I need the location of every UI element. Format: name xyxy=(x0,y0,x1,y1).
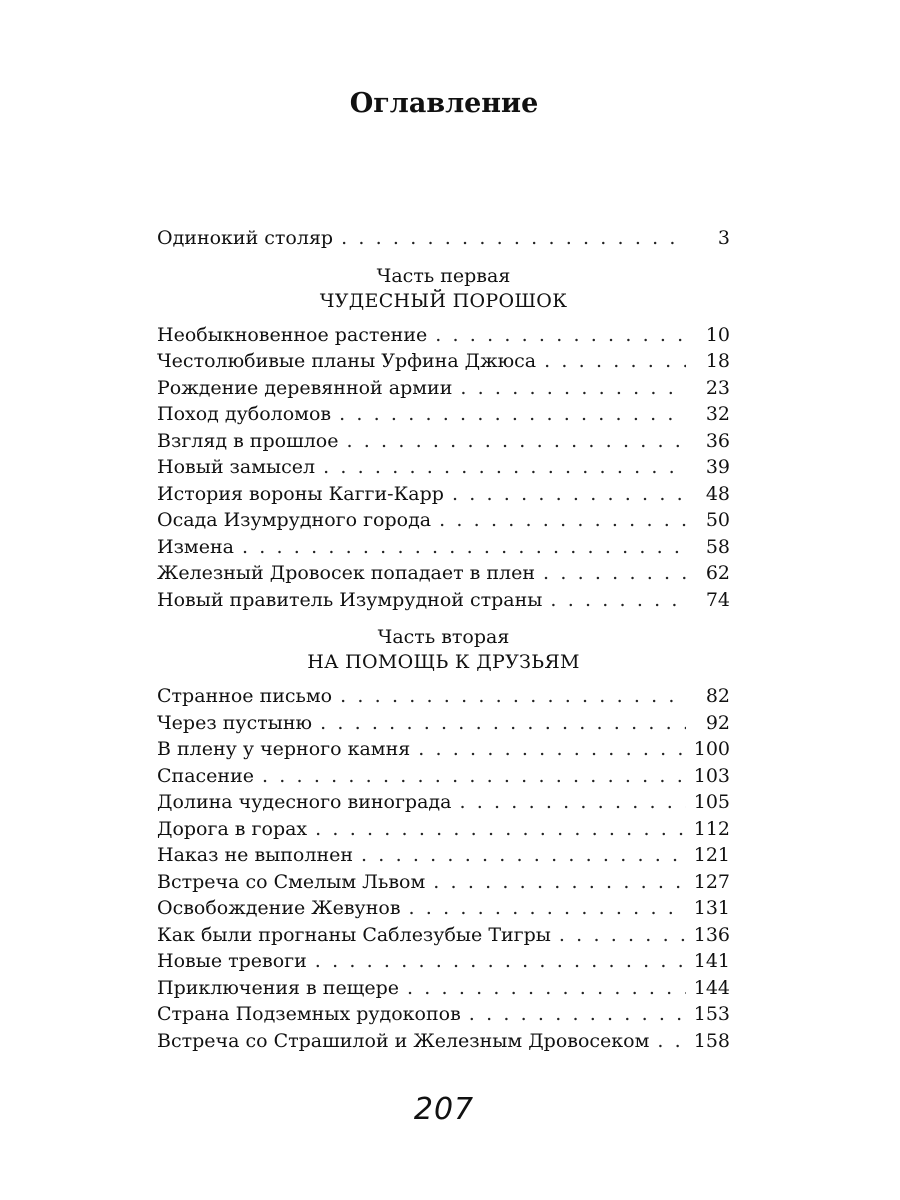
toc-entry-page: 23 xyxy=(705,376,730,399)
dot-leader xyxy=(550,587,686,614)
dot-leader xyxy=(460,375,686,402)
toc-entry xyxy=(157,560,730,587)
toc-entry-title: Взгляд в прошлое xyxy=(157,429,339,452)
toc-entry xyxy=(157,763,730,790)
dot-leader xyxy=(657,1028,686,1055)
toc-entry-title: Как были прогнаны Саблезубые Тигры xyxy=(157,923,551,946)
dot-leader xyxy=(433,869,686,896)
toc-entry xyxy=(157,428,730,455)
toc-entry xyxy=(157,401,730,428)
dot-leader xyxy=(452,481,686,508)
toc-entry-page: 18 xyxy=(705,350,730,372)
toc-entry-page: 121 xyxy=(693,844,730,866)
page-number: 207 xyxy=(413,1092,475,1127)
toc-entry xyxy=(157,869,730,896)
dot-leader xyxy=(323,454,686,481)
toc-entry-title: Долина чудесного винограда xyxy=(157,791,452,813)
dot-leader xyxy=(543,560,686,587)
table-of-contents xyxy=(157,225,730,1054)
toc-entry-page: 158 xyxy=(693,1029,730,1052)
toc-entry xyxy=(157,816,730,843)
toc-entry xyxy=(157,789,730,816)
toc-entry-page: 141 xyxy=(693,950,730,972)
toc-entry xyxy=(157,454,730,481)
dot-leader xyxy=(439,507,686,534)
toc-entry xyxy=(157,534,730,561)
toc-entry xyxy=(157,1001,730,1028)
toc-entry-title: Освобождение Жевунов xyxy=(157,897,401,919)
toc-entry-page: 127 xyxy=(693,870,730,893)
toc-entry-page: 82 xyxy=(705,685,730,707)
dot-leader xyxy=(469,1001,686,1028)
toc-entry xyxy=(157,322,730,349)
toc-entry-title: Новые тревоги xyxy=(157,950,307,972)
toc-entry xyxy=(157,1028,730,1055)
toc-entry-title: Через пустыню xyxy=(157,711,313,734)
toc-entry-page: 153 xyxy=(693,1003,730,1025)
toc-entry xyxy=(157,481,730,508)
toc-entry-page: 92 xyxy=(705,711,730,734)
dot-leader xyxy=(559,922,686,949)
toc-entry-page: 58 xyxy=(705,535,730,558)
toc-entry-title: Странное письмо xyxy=(157,685,333,707)
dot-leader xyxy=(315,816,686,843)
toc-entry xyxy=(157,507,730,534)
dot-leader xyxy=(407,975,686,1002)
toc-entry-page: 32 xyxy=(705,403,730,425)
toc-entry-page: 3 xyxy=(717,227,730,249)
toc-entry xyxy=(157,348,730,375)
toc-entry-title: Наказ не выполнен xyxy=(157,844,354,866)
toc-entry-title: Новый замысел xyxy=(157,456,316,478)
toc-entry-title: Осада Изумрудного города xyxy=(157,509,432,531)
toc-entry xyxy=(157,375,730,402)
toc-entry-title: Измена xyxy=(157,535,234,558)
dot-leader xyxy=(435,322,686,349)
dot-leader xyxy=(262,763,686,790)
toc-entry-page: 144 xyxy=(693,976,730,999)
toc-entry-page: 136 xyxy=(693,923,730,946)
toc-entry-title: Спасение xyxy=(157,764,254,787)
toc-entry-page: 74 xyxy=(705,588,730,611)
toc-entry-title: Рождение деревянной армии xyxy=(157,376,453,399)
toc-entry-title: В плену у черного камня xyxy=(157,738,411,760)
part-title: ЧУДЕСНЫЙ ПОРОШОК xyxy=(319,289,568,312)
toc-entry-title: Дорога в горах xyxy=(157,817,308,840)
toc-entry-title: Встреча со Смелым Львом xyxy=(157,870,426,893)
dot-leader xyxy=(347,428,687,455)
toc-entry-page: 48 xyxy=(705,482,730,505)
toc-entry-title: Поход дуболомов xyxy=(157,403,332,425)
toc-entry xyxy=(157,948,730,975)
toc-entry-page: 100 xyxy=(693,738,730,760)
toc-entry-title: Новый правитель Изумрудной страны xyxy=(157,588,543,611)
toc-entry-title: Встреча со Страшилой и Железным Дровосеком xyxy=(157,1029,650,1052)
toc-part-1 xyxy=(157,264,730,614)
toc-entry-page: 62 xyxy=(705,562,730,584)
toc-entry-intro xyxy=(157,225,730,252)
toc-entry-title: Одинокий столяр xyxy=(157,227,334,249)
dot-leader xyxy=(544,348,686,375)
toc-entry-page: 112 xyxy=(693,817,730,840)
toc-entry xyxy=(157,736,730,763)
toc-entry-page: 50 xyxy=(705,509,730,531)
page-title: Оглавление xyxy=(349,88,539,119)
toc-entry xyxy=(157,683,730,710)
toc-entry-page: 103 xyxy=(693,764,730,787)
toc-entry xyxy=(157,587,730,614)
toc-entry xyxy=(157,922,730,949)
toc-entry-title: Необыкновенное растение xyxy=(157,323,428,346)
toc-entry-title: Приключения в пещере xyxy=(157,976,399,999)
toc-entry xyxy=(157,895,730,922)
toc-entry-title: Железный Дровосек попадает в плен xyxy=(157,562,536,584)
toc-entry-title: Страна Подземных рудокопов xyxy=(157,1003,461,1025)
toc-entry-title: Честолюбивые планы Урфина Джюса xyxy=(157,350,537,372)
toc-entry xyxy=(157,975,730,1002)
dot-leader xyxy=(339,401,686,428)
dot-leader xyxy=(418,736,686,763)
dot-leader xyxy=(320,710,686,737)
toc-part-2 xyxy=(157,625,730,1054)
toc-entry-title: История вороны Кагги-Карр xyxy=(157,482,444,505)
dot-leader xyxy=(315,948,686,975)
dot-leader xyxy=(242,534,686,561)
toc-entry-page: 36 xyxy=(705,429,730,452)
toc-entry-page: 105 xyxy=(693,791,730,813)
toc-parts xyxy=(157,264,730,1055)
part-title: НА ПОМОЩЬ К ДРУЗЬЯМ xyxy=(307,651,580,673)
toc-entry-page: 39 xyxy=(705,456,730,478)
dot-leader xyxy=(459,789,686,816)
toc-entry xyxy=(157,842,730,869)
part-label: Часть вторая xyxy=(377,626,510,648)
toc-entry-page: 131 xyxy=(693,897,730,919)
part-label: Часть первая xyxy=(376,264,511,287)
toc-entry-page: 10 xyxy=(705,323,730,346)
dot-leader xyxy=(361,842,686,869)
dot-leader xyxy=(409,895,686,922)
toc-entry xyxy=(157,710,730,737)
dot-leader xyxy=(341,225,686,252)
dot-leader xyxy=(340,683,686,710)
